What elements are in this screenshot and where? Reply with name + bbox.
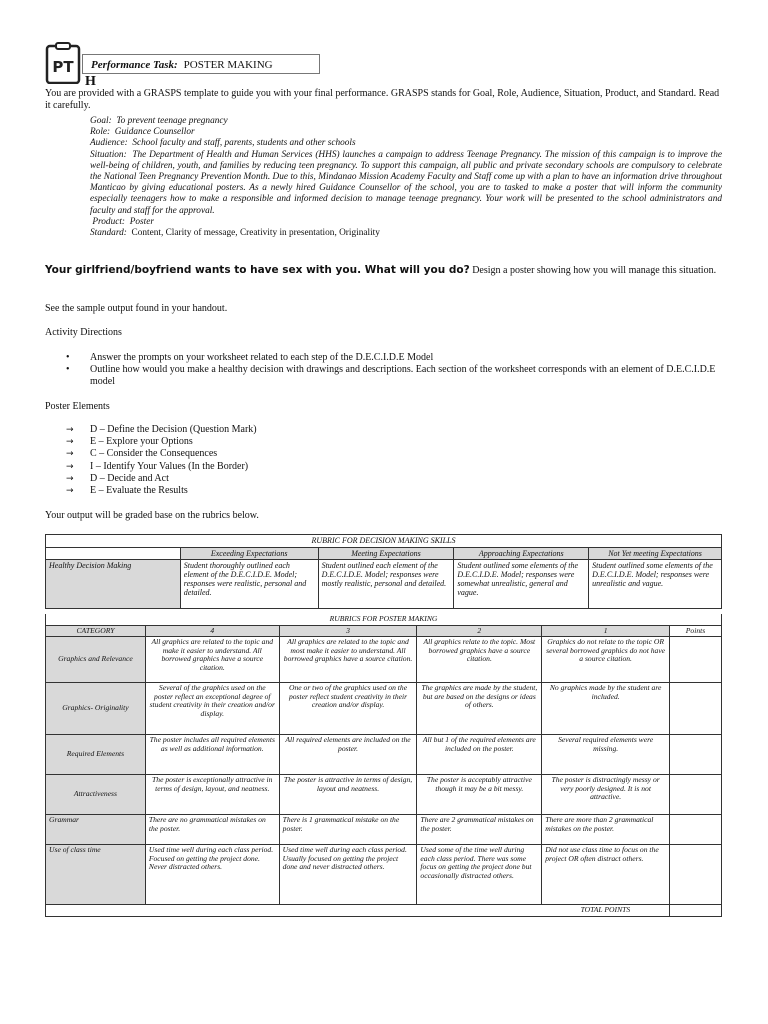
- task-label: Performance Task:: [91, 59, 178, 71]
- table-cell: Student outlined some elements of the D.E.C.I.D.E. Model; responses were somewhat unrealistic, general and vague.: [454, 560, 589, 609]
- row-label: Graphics and Relevance: [46, 637, 146, 683]
- rubric-title: RUBRICS FOR POSTER MAKING: [46, 614, 722, 625]
- row-label: Grammar: [46, 815, 146, 845]
- activity-heading: Activity Directions: [45, 327, 122, 338]
- header-cell: [46, 548, 181, 560]
- poster-elements-heading: Poster Elements: [45, 401, 110, 412]
- total-spacer: [46, 905, 542, 917]
- table-cell: Did not use class time to focus on the project OR often distract others.: [542, 845, 670, 905]
- table-cell: There is 1 grammatical mistake on the poster.: [279, 815, 417, 845]
- header-cell: 4: [145, 625, 279, 637]
- table-cell: All graphics are related to the topic and make it easier to understand. All borrowed graphics have a source citation.: [145, 637, 279, 683]
- table-cell: Student outlined some elements of the D.E.C.I.D.E. Model; responses were unrealistic and vague.: [589, 560, 722, 609]
- table-cell: There are no grammatical mistakes on the poster.: [145, 815, 279, 845]
- table-cell: All but 1 of the required elements are included on the poster.: [417, 735, 542, 775]
- grasps-product: Product: Poster: [92, 216, 154, 227]
- table-row: [46, 845, 722, 905]
- list-item: → C – Consider the Consequences: [66, 448, 257, 460]
- table-row: [46, 815, 722, 845]
- table-cell: Several of the graphics used on the poster reflect an exceptional degree of student creativity in their creation and/or display.: [145, 683, 279, 735]
- activity-bullets: [66, 352, 726, 388]
- header-cell: Not Yet meeting Expectations: [589, 548, 722, 560]
- sample-note: See the sample output found in your handout.: [45, 303, 228, 314]
- rubric-title: RUBRIC FOR DECISION MAKING SKILLS: [46, 535, 722, 548]
- table-cell: Used time well during each class period. Usually focused on getting the project done and never distracted others.: [279, 845, 417, 905]
- list-item: → D – Decide and Act: [66, 473, 257, 485]
- header-cell: 2: [417, 625, 542, 637]
- row-label: Use of class time: [46, 845, 146, 905]
- table-cell: No graphics made by the student are included.: [542, 683, 670, 735]
- points-cell[interactable]: [670, 845, 722, 905]
- table-cell: There are more than 2 grammatical mistakes on the poster.: [542, 815, 670, 845]
- row-label: Attractiveness: [46, 775, 146, 815]
- list-item: → I – Identify Your Values (In the Border): [66, 461, 257, 473]
- total-points-label: TOTAL POINTS: [542, 905, 670, 917]
- row-label: Healthy Decision Making: [46, 560, 181, 609]
- header-cell: 3: [279, 625, 417, 637]
- table-cell: All graphics are related to the topic and most make it easier to understand. All borrowed graphics have a source citation.: [279, 637, 417, 683]
- points-cell[interactable]: [670, 735, 722, 775]
- table-cell: The poster is attractive in terms of design, layout and neatness.: [279, 775, 417, 815]
- grasps-block: [90, 116, 722, 239]
- list-item: → D – Define the Decision (Question Mark): [66, 424, 257, 436]
- table-row: [46, 560, 722, 609]
- header-cell: CATEGORY: [46, 625, 146, 637]
- total-points-cell[interactable]: [670, 905, 722, 917]
- poster-making-rubric: [45, 614, 722, 917]
- table-cell: The poster is exceptionally attractive in terms of design, layout, and neatness.: [145, 775, 279, 815]
- table-cell: The poster includes all required elements as well as additional information.: [145, 735, 279, 775]
- table-cell: Used time well during each class period. Focused on getting the project done. Never distracted others.: [145, 845, 279, 905]
- list-item: • Answer the prompts on your worksheet related to each step of the D.E.C.I.D.E Model: [66, 352, 726, 364]
- points-cell[interactable]: [670, 815, 722, 845]
- table-cell: Student outlined each element of the D.E.C.I.D.E. Model; responses were mostly realistic, personal and detailed.: [318, 560, 454, 609]
- table-cell: Several required elements were missing.: [542, 735, 670, 775]
- grasps-goal: Goal: To prevent teenage pregnancy: [90, 116, 228, 126]
- list-item: → E – Evaluate the Results: [66, 485, 257, 497]
- table-cell: One or two of the graphics used on the poster reflect student creativity in their creation and/or display.: [279, 683, 417, 735]
- table-row: [46, 775, 722, 815]
- grasps-role: Role: Guidance Counsellor: [90, 127, 195, 138]
- points-cell[interactable]: [670, 637, 722, 683]
- grasps-standard: Standard: Content, Clarity of message, Creativity in presentation, Originality: [90, 228, 380, 239]
- grading-note: Your output will be graded base on the rubrics below.: [45, 510, 259, 521]
- table-cell: The poster is distractingly messy or very poorly designed. It is not attractive.: [542, 775, 670, 815]
- intro-paragraph: You are provided with a GRASPS template to guide you with your final performance. GRASPS stands for Goal, Role, Audience, Situation, Product, and Standard. Read it carefully.: [45, 88, 720, 111]
- task-title-box: [82, 54, 320, 74]
- header-cell: Points: [670, 625, 722, 637]
- header-cell: Exceeding Expectations: [180, 548, 318, 560]
- header-cell: 1: [542, 625, 670, 637]
- list-item: → E – Explore your Options: [66, 436, 257, 448]
- table-cell: Student thoroughly outlined each element of the D.E.C.I.D.E. Model; responses were realistic, personal and detailed.: [180, 560, 318, 609]
- decision-making-rubric: [45, 534, 722, 609]
- points-cell[interactable]: [670, 683, 722, 735]
- header-cell: Meeting Expectations: [318, 548, 454, 560]
- grasps-situation: Situation: The Department of Health and Human Services (HHS) launches a campaign to address Teenage Pregnancy. The mission of this campaign is to improve the well-being of children, youth, and families by reducing teen pregnancy. To support this campaign, all public and private secondary schools are compulsory to celebrate the National Teen Pregnancy Prevention Month. Due to this, Mindanao Mission Academy Faculty and Staff come up with a plan to have an information drive throughout Manticao by giving educational posters. As a newly hired Guidance Counsellor of the school, you are to tasked to make a poster that will inform the community especially teenagers how to make a responsible and informed decision to manage teenage pregnancy. Your work will be presented to the school administrators and faculty and staff for the approval.: [90, 149, 722, 216]
- header-cell: Approaching Expectations: [454, 548, 589, 560]
- task-prompt: Your girlfriend/boyfriend wants to have sex with you. What will you do? Design a poster showing how you will manage this situation.: [45, 264, 717, 276]
- table-cell: Used some of the time well during each class period. There was some focus on getting the project done but occasionally distracted others.: [417, 845, 542, 905]
- logo-text: PT: [52, 58, 74, 76]
- table-cell: Graphics do not relate to the topic OR several borrowed graphics do not have a source citation.: [542, 637, 670, 683]
- table-row: [46, 637, 722, 683]
- points-cell[interactable]: [670, 775, 722, 815]
- table-row: [46, 735, 722, 775]
- table-cell: All required elements are included on the poster.: [279, 735, 417, 775]
- poster-elements-list: [66, 424, 257, 497]
- list-item: • Outline how would you make a healthy decision with drawings and descriptions. Each section of the worksheet corresponds with an element of D.E.C.I.D.E model: [66, 364, 726, 388]
- table-row: [46, 683, 722, 735]
- stray-letter: H: [85, 74, 96, 89]
- table-cell: The poster is acceptably attractive though it may be a bit messy.: [417, 775, 542, 815]
- table-cell: There are 2 grammatical mistakes on the poster.: [417, 815, 542, 845]
- table-cell: All graphics relate to the topic. Most borrowed graphics have a source citation.: [417, 637, 542, 683]
- table-cell: The graphics are made by the student, but are based on the designs or ideas of others.: [417, 683, 542, 735]
- row-label: Required Elements: [46, 735, 146, 775]
- task-title: POSTER MAKING: [183, 59, 273, 71]
- performance-task-logo: [45, 42, 81, 84]
- row-label: Graphics- Originality: [46, 683, 146, 735]
- grasps-audience: Audience: School faculty and staff, parents, students and other schools: [90, 138, 356, 149]
